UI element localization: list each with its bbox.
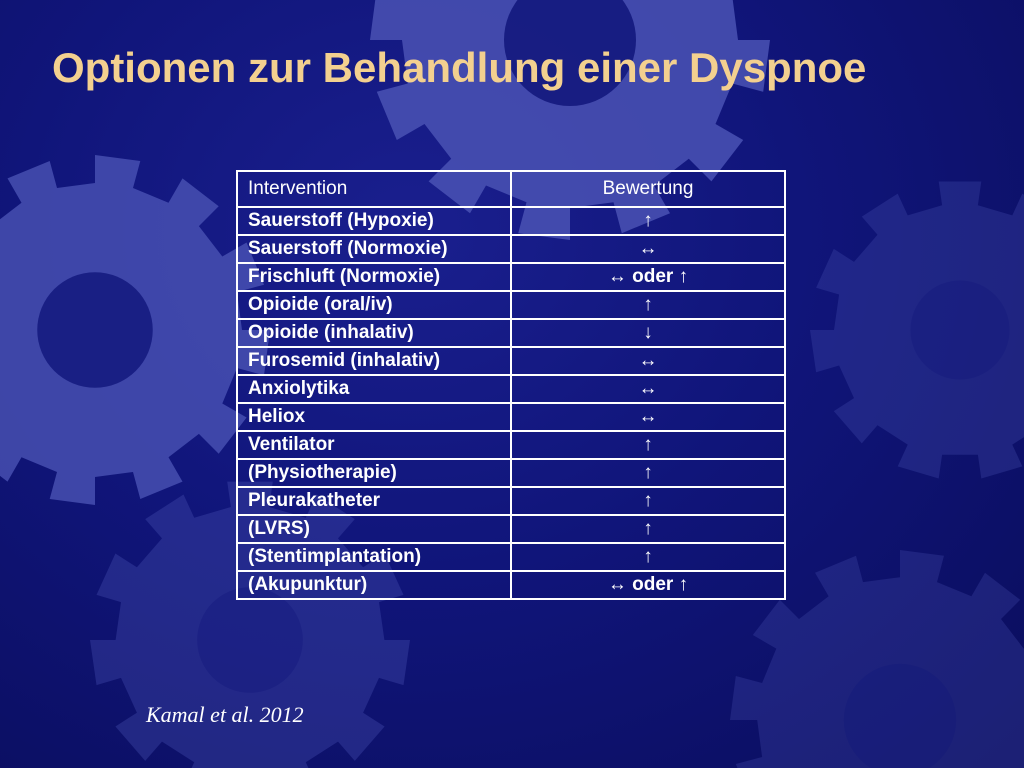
slide-title: Optionen zur Behandlung einer Dyspnoe bbox=[52, 44, 867, 91]
intervention-cell: (Akupunktur) bbox=[237, 571, 511, 599]
rating-cell: ↑ bbox=[511, 459, 785, 487]
rating-cell: ↔ oder ↑ bbox=[511, 263, 785, 291]
intervention-cell: Sauerstoff (Normoxie) bbox=[237, 235, 511, 263]
treatment-table bbox=[236, 170, 786, 600]
rating-cell: ↑ bbox=[511, 431, 785, 459]
rating-cell: ↔ oder ↑ bbox=[511, 571, 785, 599]
intervention-cell: (Stentimplantation) bbox=[237, 543, 511, 571]
intervention-cell: (Physiotherapie) bbox=[237, 459, 511, 487]
table-row bbox=[237, 487, 785, 515]
intervention-cell: Sauerstoff (Hypoxie) bbox=[237, 207, 511, 235]
table-row bbox=[237, 403, 785, 431]
rating-cell: ↔ bbox=[511, 235, 785, 263]
table-row bbox=[237, 543, 785, 571]
rating-cell: ↑ bbox=[511, 291, 785, 319]
rating-cell: ↑ bbox=[511, 543, 785, 571]
table-row bbox=[237, 571, 785, 599]
gear-hole bbox=[197, 587, 303, 693]
table-row bbox=[237, 347, 785, 375]
intervention-cell: Heliox bbox=[237, 403, 511, 431]
table-row bbox=[237, 319, 785, 347]
intervention-cell: Frischluft (Normoxie) bbox=[237, 263, 511, 291]
rating-cell: ↑ bbox=[511, 207, 785, 235]
rating-cell: ↓ bbox=[511, 319, 785, 347]
intervention-cell: Pleurakatheter bbox=[237, 487, 511, 515]
intervention-cell: Furosemid (inhalativ) bbox=[237, 347, 511, 375]
rating-cell: ↑ bbox=[511, 515, 785, 543]
intervention-cell: Opioide (inhalativ) bbox=[237, 319, 511, 347]
table-row bbox=[237, 235, 785, 263]
table-row bbox=[237, 291, 785, 319]
intervention-cell: Opioide (oral/iv) bbox=[237, 291, 511, 319]
gear-hole bbox=[37, 272, 153, 388]
citation: Kamal et al. 2012 bbox=[146, 702, 304, 727]
table-row bbox=[237, 431, 785, 459]
intervention-cell: Ventilator bbox=[237, 431, 511, 459]
table-row bbox=[237, 515, 785, 543]
table-row bbox=[237, 263, 785, 291]
table-row bbox=[237, 459, 785, 487]
rating-cell: ↔ bbox=[511, 347, 785, 375]
rating-cell: ↔ bbox=[511, 375, 785, 403]
table-row bbox=[237, 375, 785, 403]
table-header-row bbox=[237, 171, 785, 207]
intervention-cell: (LVRS) bbox=[237, 515, 511, 543]
rating-cell: ↔ bbox=[511, 403, 785, 431]
intervention-cell: Anxiolytika bbox=[237, 375, 511, 403]
table-row bbox=[237, 207, 785, 235]
rating-cell: ↑ bbox=[511, 487, 785, 515]
header-bewertung: Bewertung bbox=[511, 171, 785, 207]
header-intervention: Intervention bbox=[237, 171, 511, 207]
gear-hole bbox=[911, 281, 1010, 380]
